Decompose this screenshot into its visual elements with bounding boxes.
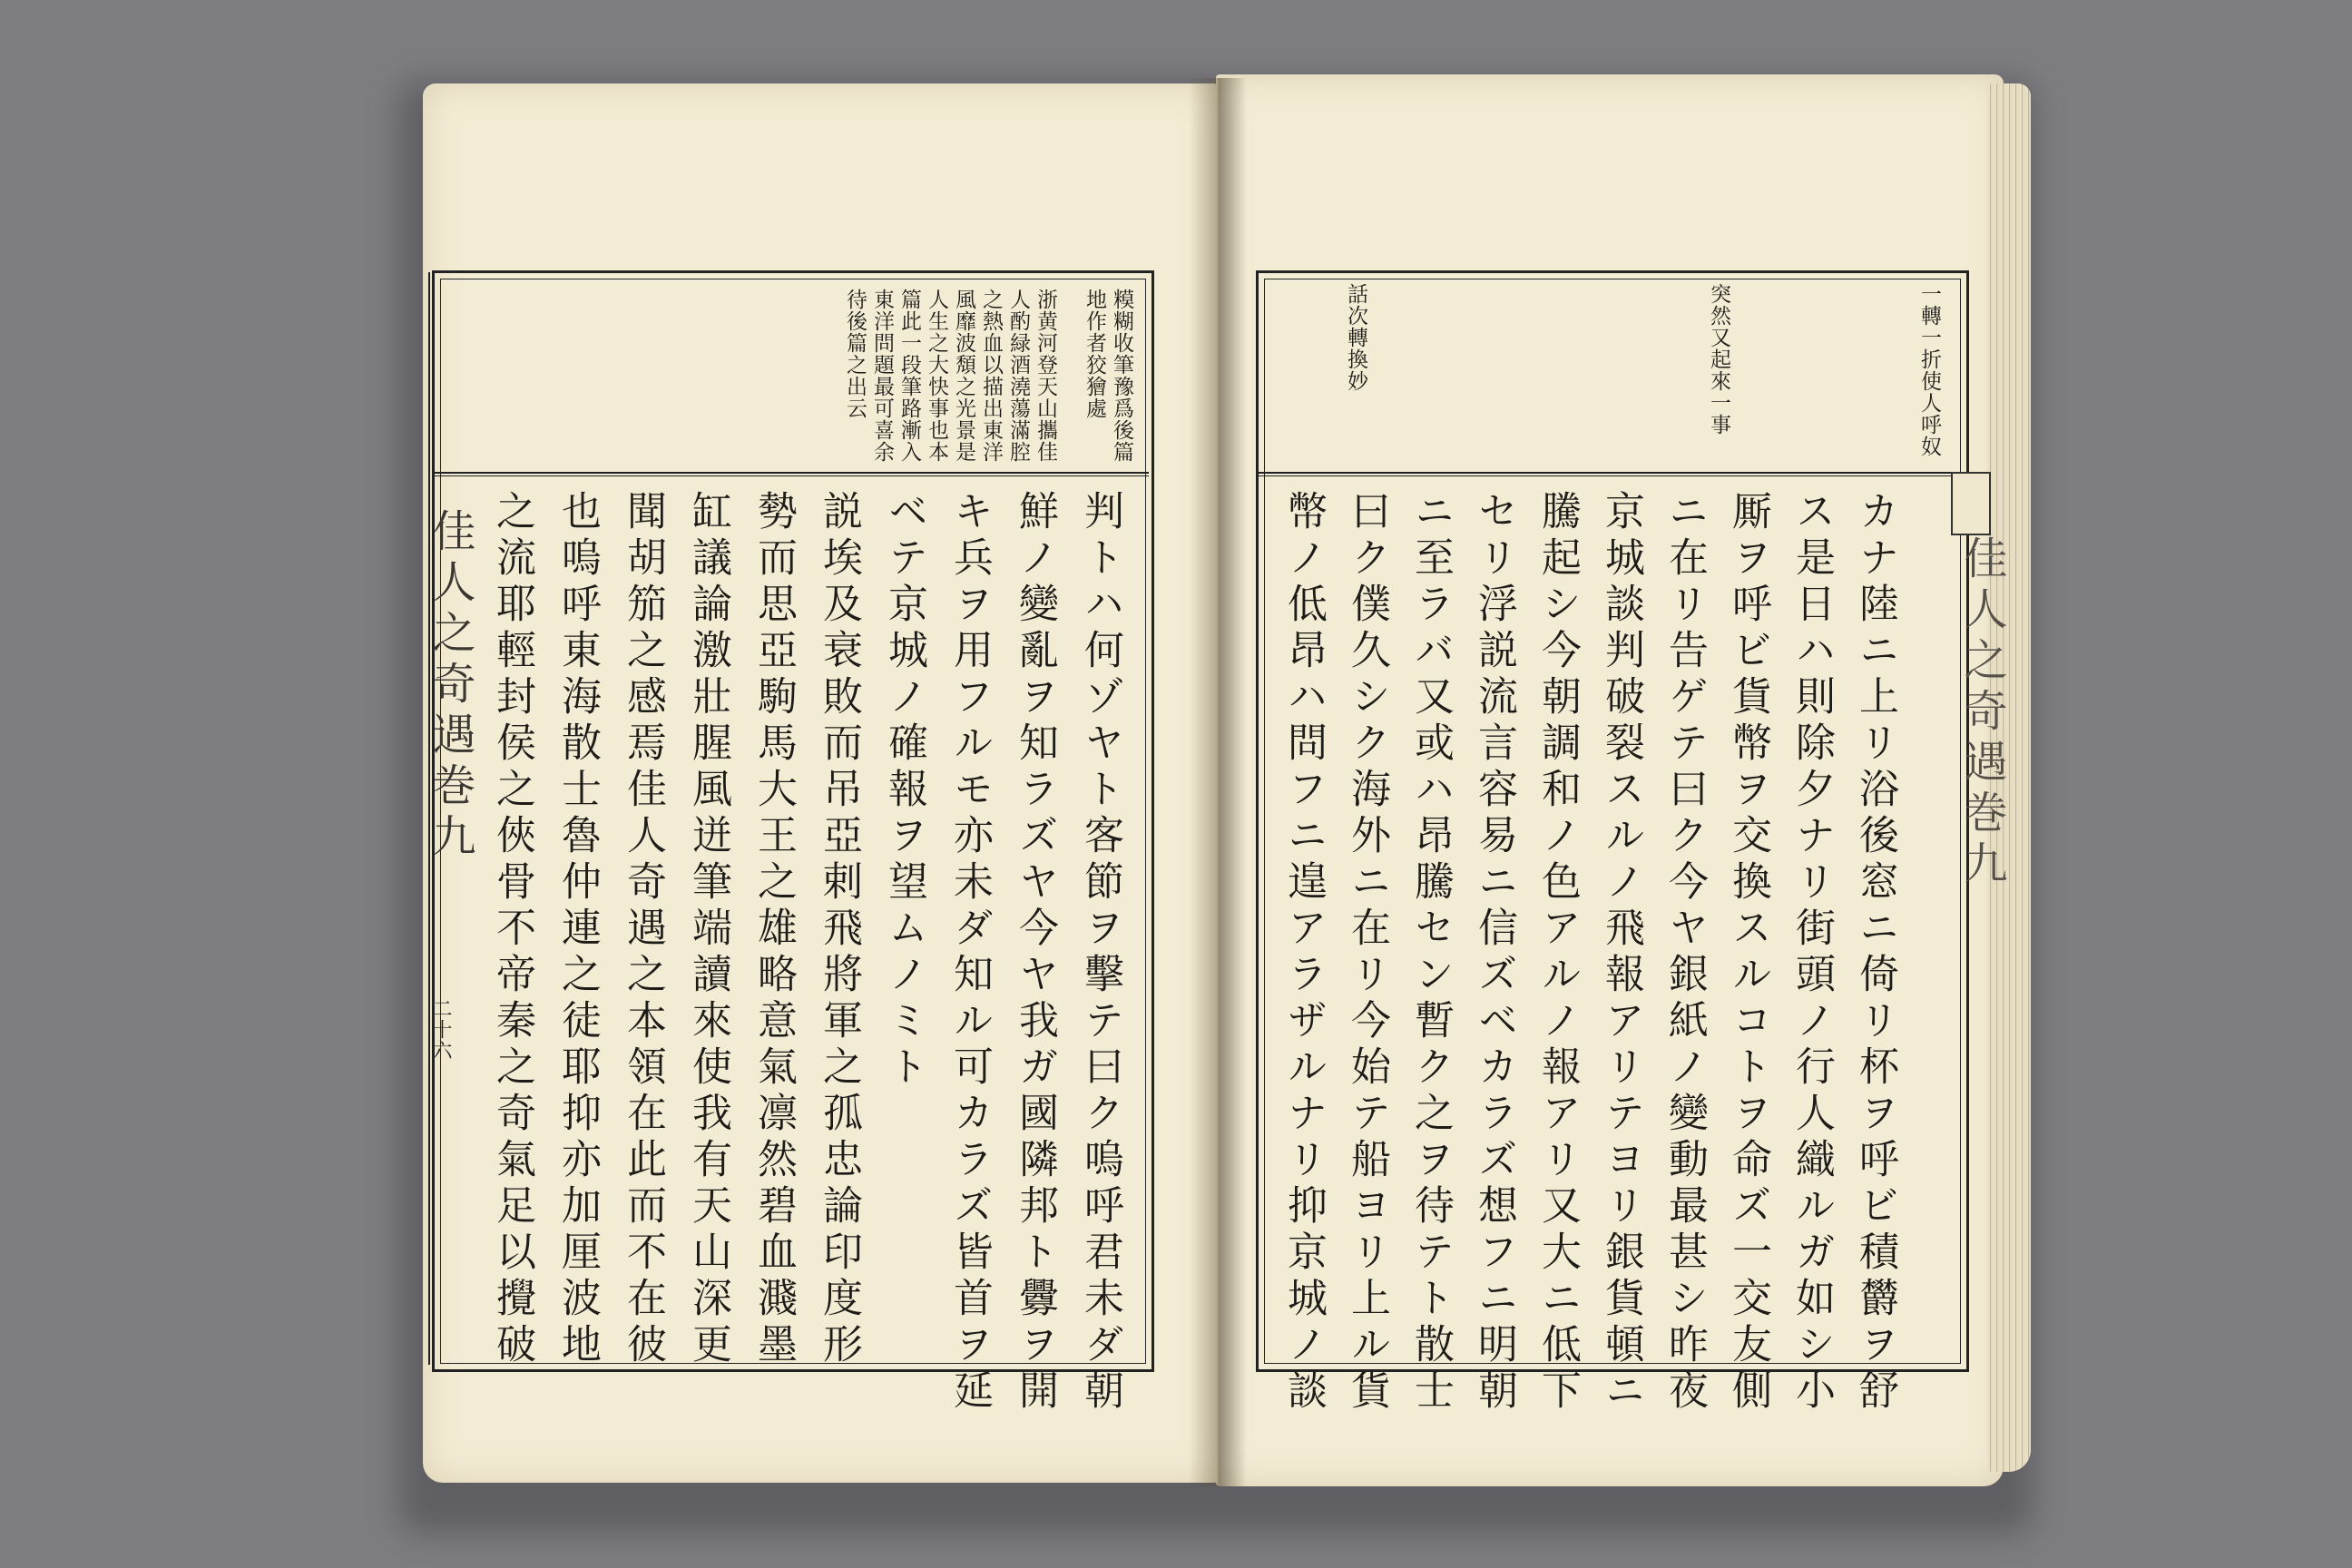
head-note: 篇此一段筆路漸入: [897, 289, 921, 463]
head-note: 話次轉換妙: [1344, 283, 1367, 392]
text-column: 厮ヲ呼ビ貨幣ヲ交換スルコトヲ命ズ一交友側: [1725, 490, 1771, 1416]
head-note: 待後篇之出云: [843, 289, 867, 419]
folio-number: 二十六: [429, 998, 452, 1061]
right-head-divider-inner: [1256, 475, 1964, 476]
head-note: 地作者狡獪處: [1083, 289, 1106, 419]
head-note: 風靡波頽之光景是: [952, 289, 975, 463]
text-column: ニ在リ告ゲテ曰ク今ヤ銀紙ノ變動最甚シ昨夜: [1661, 490, 1708, 1416]
margin-book-title-right: 佳人之奇遇巻九: [1956, 535, 2007, 891]
head-note: 突然又起來一事: [1707, 283, 1730, 436]
text-column: カナ陸ニ上リ浴後窓ニ倚リ杯ヲ呼ビ積欝ヲ舒: [1852, 490, 1898, 1416]
text-column: セリ浮説流言容易ニ信ズベカラズ想フニ明朝: [1471, 490, 1517, 1416]
text-column: 説埃及衰敗而吊亞剌飛將軍之孤忠論印度形: [816, 490, 862, 1369]
head-note: 一轉一折使人呼奴: [1917, 283, 1941, 457]
head-note: 人生之大快事也本: [925, 289, 948, 463]
text-column: 幣ノ低昂ハ問フニ遑アラザルナリ抑京城ノ談: [1280, 490, 1327, 1416]
text-column: キ兵ヲ用フルモ亦未ダ知ル可カラズ皆首ヲ延: [946, 490, 993, 1416]
text-column: 缸議論激壯腥風迸筆端讀來使我有天山深更: [685, 490, 731, 1369]
text-column: ス是日ハ則除夕ナリ街頭ノ行人織ルガ如シ小: [1788, 490, 1835, 1416]
right-head-divider: [1256, 472, 1964, 474]
book-gutter: [1189, 78, 1247, 1486]
text-column: 京城談判破裂スルノ飛報アリテヨリ銀貨頓ニ: [1598, 490, 1644, 1416]
text-column: ベテ京城ノ確報ヲ望ムノミト: [881, 490, 927, 1092]
head-note: 人酌緑酒澆蕩滿腔: [1006, 289, 1030, 463]
text-column: 鮮ノ變亂ヲ知ラズヤ今ヤ我ガ國隣邦ト釁ヲ開: [1012, 490, 1058, 1416]
text-column: ニ至ラバ又或ハ昂騰セン暫ク之ヲ待テト散士: [1407, 490, 1454, 1416]
head-note: 浙黄河登天山攜佳: [1034, 289, 1057, 463]
head-note: 糢糊收筆豫爲後篇: [1110, 289, 1133, 463]
text-column: 判トハ何ゾヤト客節ヲ擊テ曰ク嗚呼君未ダ朝: [1077, 490, 1123, 1416]
text-column: 之流耶輕封侯之俠骨不帝秦之奇氣足以攪破: [489, 490, 535, 1369]
head-note: 之熱血以描出東洋: [979, 289, 1003, 463]
head-note: 東洋問題最可喜余: [870, 289, 894, 463]
text-column: 騰起シ今朝調和ノ色アルノ報アリ又大ニ低下: [1534, 490, 1581, 1416]
text-column: 也嗚呼東海散士魯仲連之徒耶抑亦加厘波地: [554, 490, 601, 1369]
margin-book-title: 佳人之奇遇巻九: [425, 508, 475, 864]
left-head-divider-inner: [432, 475, 1149, 476]
right-margin-tab: [1951, 472, 1991, 535]
text-column: 聞胡笳之感焉佳人奇遇之本領在此而不在彼: [620, 490, 666, 1369]
left-head-divider: [432, 472, 1149, 474]
text-column: 曰ク僕久シク海外ニ在リ今始テ船ヨリ上ル貨: [1344, 490, 1390, 1416]
text-column: 勢而思亞駒馬大王之雄略意氣凛然碧血濺墨: [750, 490, 797, 1369]
